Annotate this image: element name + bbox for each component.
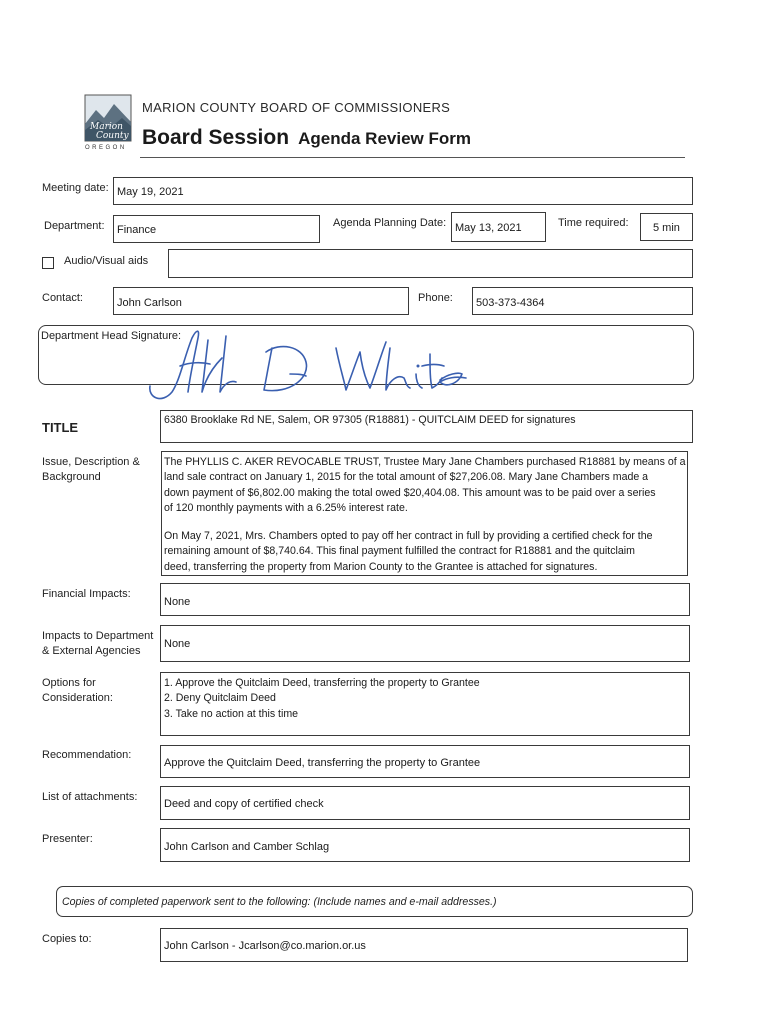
title-label: TITLE bbox=[42, 420, 79, 435]
logo-text-line1: Marion bbox=[90, 122, 123, 132]
phone-label: Phone: bbox=[418, 292, 453, 304]
contact-field[interactable] bbox=[113, 287, 409, 315]
copies-label: Copies to: bbox=[42, 933, 92, 945]
attachments-label: List of attachments: bbox=[42, 791, 138, 803]
option-item: 1. Approve the Quitclaim Deed, transferring the property to Grantee bbox=[164, 677, 480, 689]
av-checkbox[interactable] bbox=[42, 257, 54, 269]
time-required-value: 5 min bbox=[653, 222, 680, 234]
contact-label: Contact: bbox=[42, 292, 83, 304]
impacts-label-line2: & External Agencies bbox=[42, 645, 141, 657]
impacts-label-line1: Impacts to Department bbox=[42, 630, 154, 642]
attachments-value: Deed and copy of certified check bbox=[164, 798, 324, 810]
recommendation-label: Recommendation: bbox=[42, 749, 132, 761]
phone-field[interactable] bbox=[472, 287, 693, 315]
issue-label-line2: Background bbox=[42, 471, 101, 483]
form-title-rest: Agenda Review Form bbox=[298, 129, 471, 148]
meeting-date-field[interactable] bbox=[113, 177, 693, 205]
issue-p2-line: On May 7, 2021, Mrs. Chambers opted to pay off her contract in full by providing a certified check for the bbox=[164, 530, 653, 542]
issue-p1-line: The PHYLLIS C. AKER REVOCABLE TRUST, Trustee Mary Jane Chambers purchased R18881 by means of a bbox=[164, 456, 686, 468]
issue-paragraph-2 bbox=[164, 529, 653, 575]
time-required-label: Time required: bbox=[558, 217, 629, 229]
options-field[interactable] bbox=[160, 672, 690, 736]
issue-p1-line: land sale contract on January 1, 2015 for the total amount of $27,206.08. Mary Jane Chambers made a bbox=[164, 471, 649, 484]
issue-paragraph-1 bbox=[164, 455, 686, 516]
options-label-line2: Consideration: bbox=[42, 692, 113, 704]
planning-date-field[interactable] bbox=[451, 212, 546, 242]
signature-label: Department Head Signature: bbox=[41, 330, 182, 342]
copies-value: John Carlson - Jcarlson@co.marion.or.us bbox=[164, 940, 366, 952]
copies-note: Copies of completed paperwork sent to the following: (Include names and e-mail addresses.) bbox=[62, 896, 497, 908]
department-field[interactable] bbox=[113, 215, 320, 243]
issue-p2-line: remaining amount of $8,740.64. This final payment fulfilled the contract for R18881 and the quitclaim bbox=[164, 545, 635, 558]
issue-p1-line: of 120 monthly payments with a 6.25% interest rate. bbox=[164, 501, 408, 514]
recommendation-field[interactable] bbox=[160, 745, 690, 778]
copies-note-box bbox=[56, 886, 693, 917]
presenter-value: John Carlson and Camber Schlag bbox=[164, 841, 330, 853]
presenter-field[interactable] bbox=[160, 828, 690, 862]
time-required-field[interactable] bbox=[640, 213, 693, 241]
logo-state: OREGON bbox=[85, 145, 127, 151]
county-logo bbox=[84, 94, 132, 156]
financial-label: Financial Impacts: bbox=[42, 588, 131, 600]
contact-value: John Carlson bbox=[117, 297, 182, 309]
department-value: Finance bbox=[117, 224, 157, 236]
financial-field[interactable] bbox=[160, 583, 690, 616]
issue-field[interactable] bbox=[161, 451, 688, 576]
options-label-line1: Options for bbox=[42, 677, 96, 689]
av-label: Audio/Visual aids bbox=[64, 255, 149, 267]
impacts-field[interactable] bbox=[160, 625, 690, 662]
logo-text-line2: County bbox=[96, 131, 129, 141]
options-list bbox=[164, 676, 480, 722]
form-title bbox=[142, 126, 471, 150]
presenter-label: Presenter: bbox=[42, 833, 93, 845]
recommendation-value: Approve the Quitclaim Deed, transferring the property to Grantee bbox=[164, 757, 481, 769]
issue-label-line1: Issue, Description & bbox=[42, 456, 140, 468]
av-field[interactable] bbox=[168, 249, 693, 278]
option-item: 3. Take no action at this time bbox=[164, 707, 299, 720]
planning-date-label: Agenda Planning Date: bbox=[333, 217, 447, 229]
title-value: 6380 Brooklake Rd NE, Salem, OR 97305 (R18881) - QUITCLAIM DEED for signatures bbox=[164, 414, 576, 426]
header-rule bbox=[140, 157, 685, 158]
attachments-field[interactable] bbox=[160, 786, 690, 820]
issue-p2-line: deed, transferring the property from Marion County to the Grantee is attached for signatures. bbox=[164, 560, 598, 573]
form-title-bold: Board Session bbox=[142, 126, 290, 149]
copies-field[interactable] bbox=[160, 928, 688, 962]
planning-date-value: May 13, 2021 bbox=[455, 222, 522, 234]
impacts-value: None bbox=[164, 638, 191, 650]
issue-p1-line: down payment of $6,802.00 making the total owed $20,404.08. This amount was to be paid over a series bbox=[164, 486, 656, 499]
financial-value: None bbox=[164, 596, 191, 608]
department-label: Department: bbox=[44, 220, 105, 232]
option-item: 2. Deny Quitclaim Deed bbox=[164, 692, 276, 705]
title-field[interactable] bbox=[160, 410, 693, 443]
phone-value: 503-373-4364 bbox=[476, 297, 545, 309]
meeting-date-value: May 19, 2021 bbox=[117, 186, 184, 198]
handwritten-signature bbox=[140, 318, 470, 408]
org-title: MARION COUNTY BOARD OF COMMISSIONERS bbox=[142, 100, 451, 115]
meeting-date-label: Meeting date: bbox=[42, 182, 109, 194]
